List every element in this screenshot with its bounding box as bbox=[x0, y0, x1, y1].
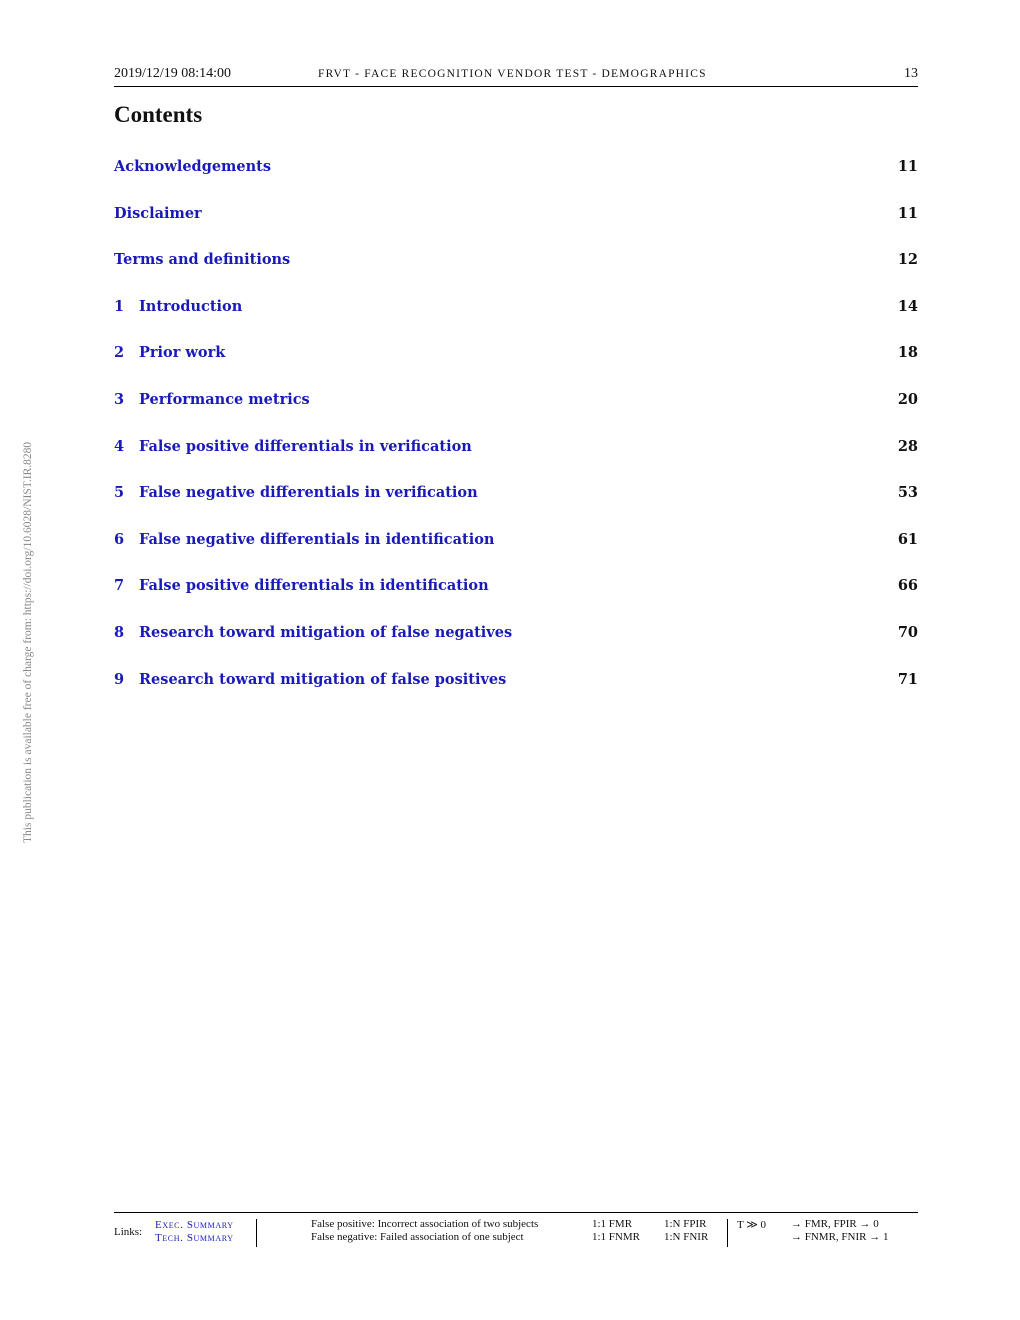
toc-link[interactable]: Acknowledgements bbox=[114, 158, 272, 175]
toc-number[interactable]: 2 bbox=[114, 344, 125, 362]
toc-entry-8[interactable] bbox=[114, 616, 918, 663]
toc-page: 18 bbox=[897, 344, 918, 362]
toc-page: 28 bbox=[897, 437, 918, 455]
false-positive-limit: → FMR, FPIR → 0 bbox=[791, 1218, 879, 1230]
footer-divider bbox=[256, 1219, 257, 1247]
footer-links-label: Links: bbox=[114, 1226, 143, 1238]
fnir-label: 1:N FNIR bbox=[664, 1231, 709, 1243]
toc-number[interactable]: 4 bbox=[114, 437, 125, 455]
toc-link[interactable]: Research toward mitigation of false negatives bbox=[139, 623, 513, 641]
contents-heading: Contents bbox=[114, 102, 203, 127]
toc-number[interactable]: 7 bbox=[114, 577, 125, 595]
toc-page: 53 bbox=[897, 484, 918, 502]
toc-page: 14 bbox=[897, 297, 918, 315]
toc-page: 11 bbox=[897, 204, 918, 222]
toc-link[interactable]: Research toward mitigation of false positives bbox=[139, 670, 507, 688]
header-title: FRVT - FACE RECOGNITION VENDOR TEST - DEMOGRAPHICS bbox=[318, 68, 707, 80]
false-negative-limit: → FNMR, FNIR → 1 bbox=[791, 1231, 889, 1243]
toc-link[interactable]: Performance metrics bbox=[139, 390, 310, 408]
toc-number[interactable]: 9 bbox=[114, 670, 125, 688]
toc-number[interactable]: 5 bbox=[114, 484, 125, 502]
toc-link[interactable]: False negative differentials in identification bbox=[139, 530, 495, 548]
fmr-label: 1:1 FMR bbox=[592, 1218, 633, 1230]
toc-page: 61 bbox=[897, 530, 918, 548]
threshold-label: T ≫ 0 bbox=[737, 1219, 767, 1231]
toc-link[interactable]: False positive differentials in verification bbox=[139, 437, 472, 455]
toc-page: 70 bbox=[897, 623, 918, 641]
toc-entry-5[interactable] bbox=[114, 476, 918, 523]
exec-summary-link[interactable]: Exec. Summary bbox=[155, 1219, 234, 1231]
toc-number[interactable]: 3 bbox=[114, 390, 125, 408]
fpir-label: 1:N FPIR bbox=[664, 1218, 707, 1230]
fnmr-label: 1:1 FNMR bbox=[592, 1231, 640, 1243]
false-positive-definition: False positive: Incorrect association of two subjects bbox=[311, 1218, 539, 1230]
toc-page: 66 bbox=[897, 577, 918, 595]
toc-page: 11 bbox=[897, 158, 918, 175]
toc-link[interactable]: Terms and definitions bbox=[114, 251, 291, 269]
doi-side-note: This publication is available free of charge from: https://doi.org/10.6028/NIST.IR.8280 bbox=[22, 441, 34, 843]
toc-link[interactable]: False positive differentials in identification bbox=[139, 577, 489, 595]
false-negative-definition: False negative: Failed association of one subject bbox=[311, 1231, 524, 1243]
toc-entry-3[interactable] bbox=[114, 383, 918, 430]
toc-page: 71 bbox=[897, 670, 918, 688]
page-footer bbox=[114, 1212, 918, 1253]
toc-entry-1[interactable] bbox=[114, 290, 918, 337]
toc-link[interactable]: Disclaimer bbox=[114, 204, 202, 222]
toc-entry-6[interactable] bbox=[114, 523, 918, 570]
toc-number[interactable]: 8 bbox=[114, 623, 125, 641]
toc-page: 20 bbox=[897, 390, 918, 408]
toc-number[interactable]: 1 bbox=[114, 297, 125, 315]
toc-number[interactable]: 6 bbox=[114, 530, 125, 548]
toc-link[interactable]: Prior work bbox=[139, 344, 226, 362]
toc-entry-disclaimer[interactable] bbox=[114, 197, 918, 244]
table-of-contents bbox=[114, 150, 918, 709]
toc-entry-4[interactable] bbox=[114, 430, 918, 477]
toc-entry-terms[interactable] bbox=[114, 243, 918, 290]
toc-entry-2[interactable] bbox=[114, 336, 918, 383]
toc-entry-7[interactable] bbox=[114, 569, 918, 616]
header-page-number: 13 bbox=[904, 66, 918, 81]
toc-entry-acknowledgements[interactable] bbox=[114, 150, 918, 197]
tech-summary-link[interactable]: Tech. Summary bbox=[155, 1232, 234, 1244]
toc-link[interactable]: Introduction bbox=[139, 297, 243, 315]
footer-divider bbox=[727, 1219, 728, 1247]
toc-link[interactable]: False negative differentials in verification bbox=[139, 484, 478, 502]
running-header bbox=[114, 64, 918, 87]
toc-entry-9[interactable] bbox=[114, 663, 918, 710]
header-datetime: 2019/12/19 08:14:00 bbox=[114, 66, 232, 81]
toc-page: 12 bbox=[897, 251, 918, 269]
